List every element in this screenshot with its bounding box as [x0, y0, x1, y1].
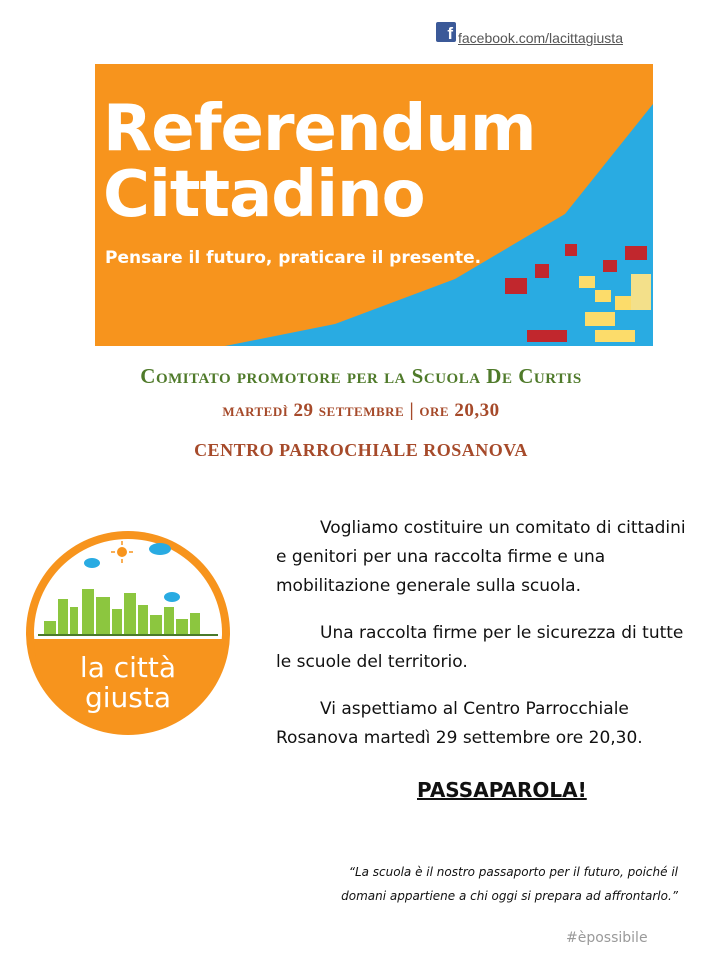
banner-title — [103, 92, 536, 232]
paragraph-3: Vi aspettiamo al Centro Parrocchiale Rosanova martedì 29 settembre ore 20,30. — [276, 699, 643, 748]
referendum-banner — [95, 64, 653, 346]
hashtag: #èpossibile — [566, 930, 648, 946]
facebook-link-row[interactable] — [436, 22, 623, 46]
passaparola-callout: PASSAPAROLA! — [417, 778, 587, 802]
quote-line1: “La scuola è il nostro passaporto per il futuro, poiché il — [348, 865, 678, 879]
banner-title-line2: Cittadino — [103, 158, 425, 232]
logo-line1: la città — [79, 651, 177, 684]
place-heading: CENTRO PARROCHIALE ROSANOVA — [194, 440, 528, 460]
facebook-icon: f — [436, 22, 456, 42]
quote-line2: domani appartiene a chi oggi si prepara ad affrontarlo.” — [341, 889, 678, 903]
committee-heading: Comitato promotore per la Scuola De Curtis — [140, 364, 582, 388]
body-text — [276, 514, 686, 771]
quote — [300, 860, 678, 908]
banner-subtitle: Pensare il futuro, praticare il presente. — [105, 248, 482, 268]
banner-title-line1: Referendum — [103, 92, 536, 166]
facebook-link[interactable]: facebook.com/lacittagiusta — [458, 30, 623, 46]
paragraph-2: Una raccolta firme per le sicurezza di tutte le scuole del territorio. — [276, 623, 684, 672]
logo-line2: giusta — [84, 681, 172, 714]
date-heading: martedì 29 settembre | ore 20,30 — [222, 400, 500, 421]
paragraph-1: Vogliamo costituire un comitato di cittadini e genitori per una raccolta firme e una mobilitazione generale sulla scuola. — [276, 518, 686, 596]
city-logo-icon — [22, 527, 234, 739]
la-citta-giusta-logo — [22, 527, 234, 743]
